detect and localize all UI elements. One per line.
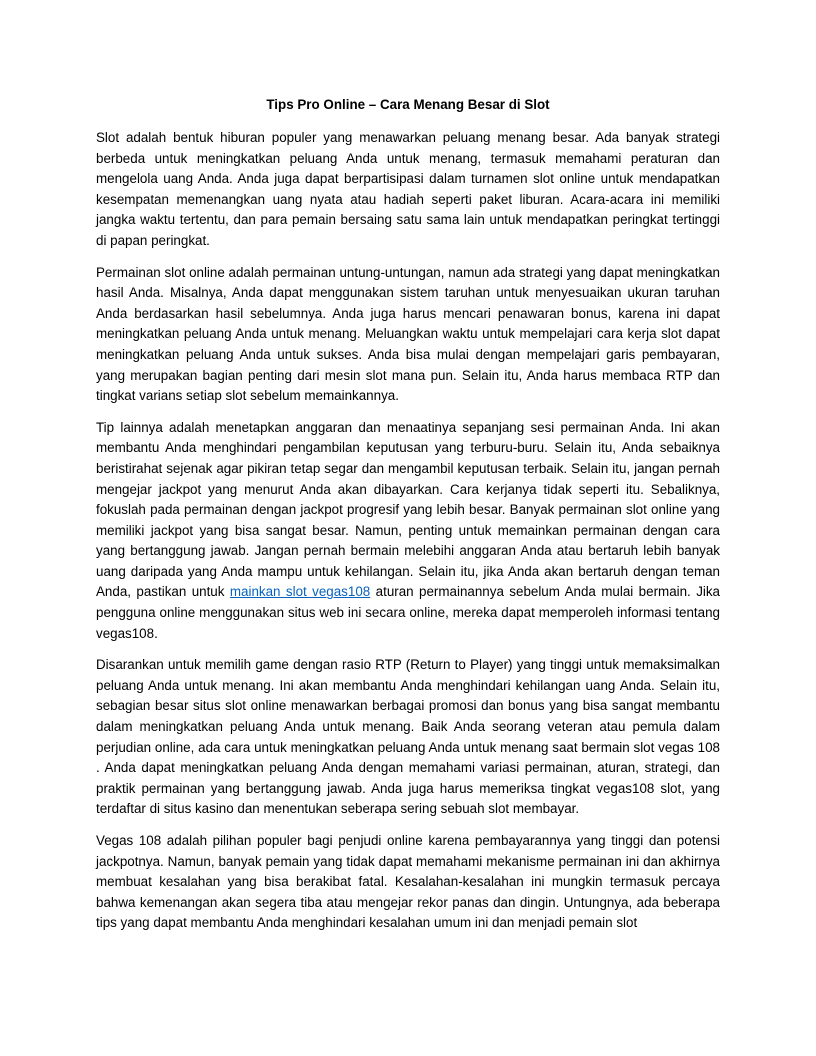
- paragraph-3-text-after-link: aturan permainannya sebelum Anda mulai bermain. Jika pengguna online menggunakan situs web ini secara online, mereka dapat memperoleh informasi tentang vegas108.: [96, 584, 721, 641]
- document-title: Tips Pro Online – Cara Menang Besar di Slot: [266, 97, 550, 112]
- paragraph-1: Slot adalah bentuk hiburan populer yang menawarkan peluang menang besar. Ada banyak strategi berbeda untuk meningkatkan peluang Anda untuk menang, termasuk memahami peraturan dan mengelola uang Anda. Anda juga dapat berpartisipasi dalam turnamen slot online untuk mendapatkan kesempatan memenangkan uang nyata atau hadiah seperti paket liburan. Acara-acara ini memiliki jangka waktu tertentu, dan para pemain bersaing satu sama lain untuk mendapatkan peringkat tertinggi di papan peringkat.: [96, 130, 720, 248]
- paragraph-3-text-before-link: Tip lainnya adalah menetapkan anggaran dan menaatinya sepanjang sesi permainan Anda. Ini akan membantu Anda menghindari pengambilan keputusan yang terburu-buru. Selain itu, Anda sebaiknya beristirahat sejenak agar pikiran tetap segar dan mengambil keputusan terbaik. Selain itu, jangan pernah mengejar jackpot yang menurut Anda akan dibayarkan. Cara kerjanya tidak seperti itu. Sebaliknya, fokuslah pada permainan dengan jackpot progresif yang lebih besar. Banyak permainan slot online yang memiliki jackpot yang bisa sangat besar. Namun, penting untuk memainkan permainan dengan cara yang bertanggung jawab. Jangan pernah bermain melebihi anggaran Anda atau bertaruh lebih banyak uang daripada yang Anda mampu untuk kehilangan. Selain itu, jika Anda akan bertaruh dengan teman Anda, pastikan untuk: [96, 419, 720, 600]
- paragraph-4: Disarankan untuk memilih game dengan rasio RTP (Return to Player) yang tinggi untuk memaksimalkan peluang Anda untuk menang. Ini akan membantu Anda menghindari kehilangan uang Anda. Selain itu, sebagian besar situs slot online menawarkan berbagai promosi dan bonus yang bisa sangat membantu dalam meningkatkan peluang Anda untuk menang. Baik Anda seorang veteran atau pemula dalam perjudian online, ada cara untuk meningkatkan peluang Anda untuk menang saat bermain slot vegas 108 . Anda dapat meningkatkan peluang Anda dengan memahami variasi permainan, aturan, strategi, dan praktik permainan yang bertanggung jawab. Anda juga harus memeriksa tingkat vegas108 slot, yang terdaftar di situs kasino dan menentukan seberapa sering sebuah slot membayar.: [96, 657, 720, 817]
- paragraph-2: Permainan slot online adalah permainan untung-untungan, namun ada strategi yang dapat meningkatkan hasil Anda. Misalnya, Anda dapat menggunakan sistem taruhan untuk menyesuaikan ukuran taruhan Anda berdasarkan hasil sebelumnya. Anda juga harus mencari penawaran bonus, karena ini dapat meningkatkan peluang Anda untuk menang. Meluangkan waktu untuk mempelajari cara kerja slot dapat meningkatkan peluang Anda untuk sukses. Anda bisa mulai dengan mempelajari garis pembayaran, yang merupakan bagian penting dari mesin slot mana pun. Selain itu, Anda harus membaca RTP dan tingkat varians setiap slot sebelum memainkannya.: [96, 264, 720, 404]
- paragraph-3: [96, 418, 720, 645]
- paragraph-5: Vegas 108 adalah pilihan populer bagi penjudi online karena pembayarannya yang tinggi dan potensi jackpotnya. Namun, banyak pemain yang tidak dapat memahami mekanisme permainan ini dan akhirnya membuat kesalahan yang bisa berakibat fatal. Kesalahan-kesalahan ini mungkin termasuk percaya bahwa kemenangan akan segera tiba atau mengejar rekor panas dan dingin. Untungnya, ada beberapa tips yang dapat membantu Anda menghindari kesalahan umum ini dan menjadi pemain slot: [96, 833, 720, 931]
- vegas108-link[interactable]: mainkan slot vegas108: [229, 584, 371, 600]
